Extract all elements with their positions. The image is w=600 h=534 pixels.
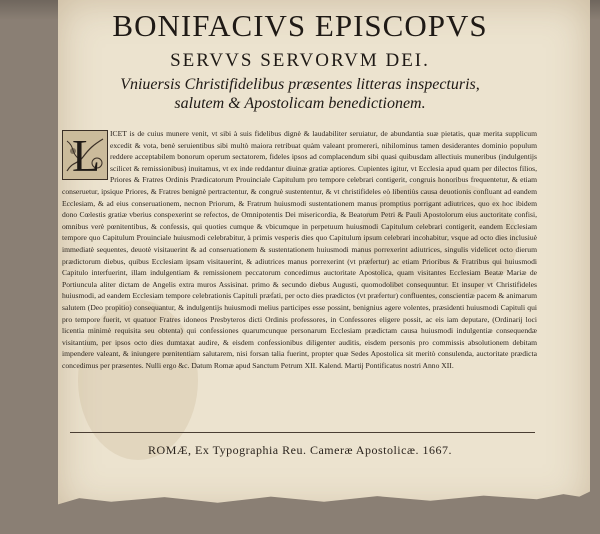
address-block <box>0 75 600 113</box>
address-line-2: salutem & Apostolicam benedictionem. <box>174 95 426 112</box>
document-title: BONIFACIVS EPISCOPVS <box>112 8 488 43</box>
divider-rule <box>70 432 535 433</box>
document-body <box>62 128 537 398</box>
address-line-1: Vniuersis Christifidelibus præsentes litteras inspecturis, <box>120 76 480 93</box>
initial-letter: L <box>72 130 101 180</box>
decorated-initial <box>62 130 108 180</box>
printer-imprint: ROMÆ, Ex Typographia Reu. Cameræ Apostolicæ. 1667. <box>148 443 452 457</box>
document-subtitle: SERVVS SERVORVM DEI. <box>170 50 430 71</box>
body-text: ICET is de cuius munere venit, vt sibi à suis fidelibus dignè & laudabiliter seruiatur, de abundantia suæ pietatis, quæ merita supplicum excedit & vota, benè seruientibus sibi multò maiora retribuat quàm valeant promereri, nihilominus tamen desiderantes dominio populum reddere acceptabilem bonorum operum sectatorem, fideles ipsos ad complacendum sibi quasi quibusdam allectiuis muneribus (indulgentijs scilicet & remissionibus) inuitamus, vt ex inde reddantur diuinæ gratiæ aptiores. Cupientes igitur, vt Ecclesia apud quam per dilectos filios, Priores & Fratres Ordinis Prædicatorum Prouinciale Capitulum pro tempore celebrari contigerit, congruis honoribus frequentetur, & etiam conseruetur, ipsique Priores, & Fratres benignè pertractentur, & congruè sustententur, & vt christifideles eò libentiùs causa deuotionis confluant ad eandem Ecclesiam, & ad eius conseruationem, necnon Priorum, & Fratrum huiusmodi sustentationem manus promptius porrigant adiutrices, quo ex hoc ibidem dono Cœlestis gratiæ vberius conspexerint se refectos, de Omnipotentis Dei misericordia, & Beatorum Petri & Pauli Apostolorum eius auctoritate confisi, omnibus verè pœnitentibus, & confessis, qui quoties cumque & vbicumque in perpetuum huiusmodi Capitulum celebrari contigerit, eandem Ecclesiam tempore quo Capitulum Prouinciale huiusmodi celebrabitur, à primis vesperis dies quo Capitulum ipsum celebrari incohabitur, vsque ad octo dies inclusiuè immediatè sequentes, deuotè visitauerint & ad conseruationem & sustentationem huiusmodi manus porrexerint adiutrices, singulis videlicet octo dierum prædictorum diebus, quibus Ecclesiam ipsam visitauerint, & adiutrices manus porrexerint (vt præfertur) ac etiam Prioribus & Fratribus qui huiusmodi Capitulo interfuerint, illam indulgentiam & remissionem peccatorum concedimus auctoritate Apostolica, quam visitantes Ecclesiam Beatæ Mariæ de Portiuncula aliter dictam de Angelis extra muros Assisinat. primo & secundo diebus Augusti, quomodolibet consequuntur. Et insuper vt Christifideles huiusmodi, ad eandem Ecclesiam tempore celebrationis Capituli præfati, per octo dies prædictos (vt præfertur) confluentes, conscientiæ pacem & animarum salutem (Deo propitio) consequantur, & indulgentijs huiusmodi melius participes esse possint, benignius agere volentes, præsidenti huiusmodi Capituli qui pro tempore fuerit, vt quatuor Fratres idoneos Presbyteros dicti Ordinis professores, in Confessores eligere possit, ac eis iam deputare, (Ordinarij loci licentia minimè requisita seu obtenta) qui confessiones quarumcunque personarum Ecclesiam prædictam causa huiusmodi indulgentiæ consequendæ visitantium, per ipsos octo dies dumtaxat audire, & eisdem confessionibus diligenter auditis, eisdem personis pro commissis absolutionem debitam impendere valeant, & iniungere pœnitentiam salutarem, nisi forsan talia fuerint, propter quæ Sedes Apostolica sit meritò consulenda, auctoritate prædicta concedimus per præsentes. Nulli ergo &c. Datum Romæ apud Sanctum Petrum XII. Kalend. Martij Pontificatus nostri Anno XII. <box>62 129 537 370</box>
